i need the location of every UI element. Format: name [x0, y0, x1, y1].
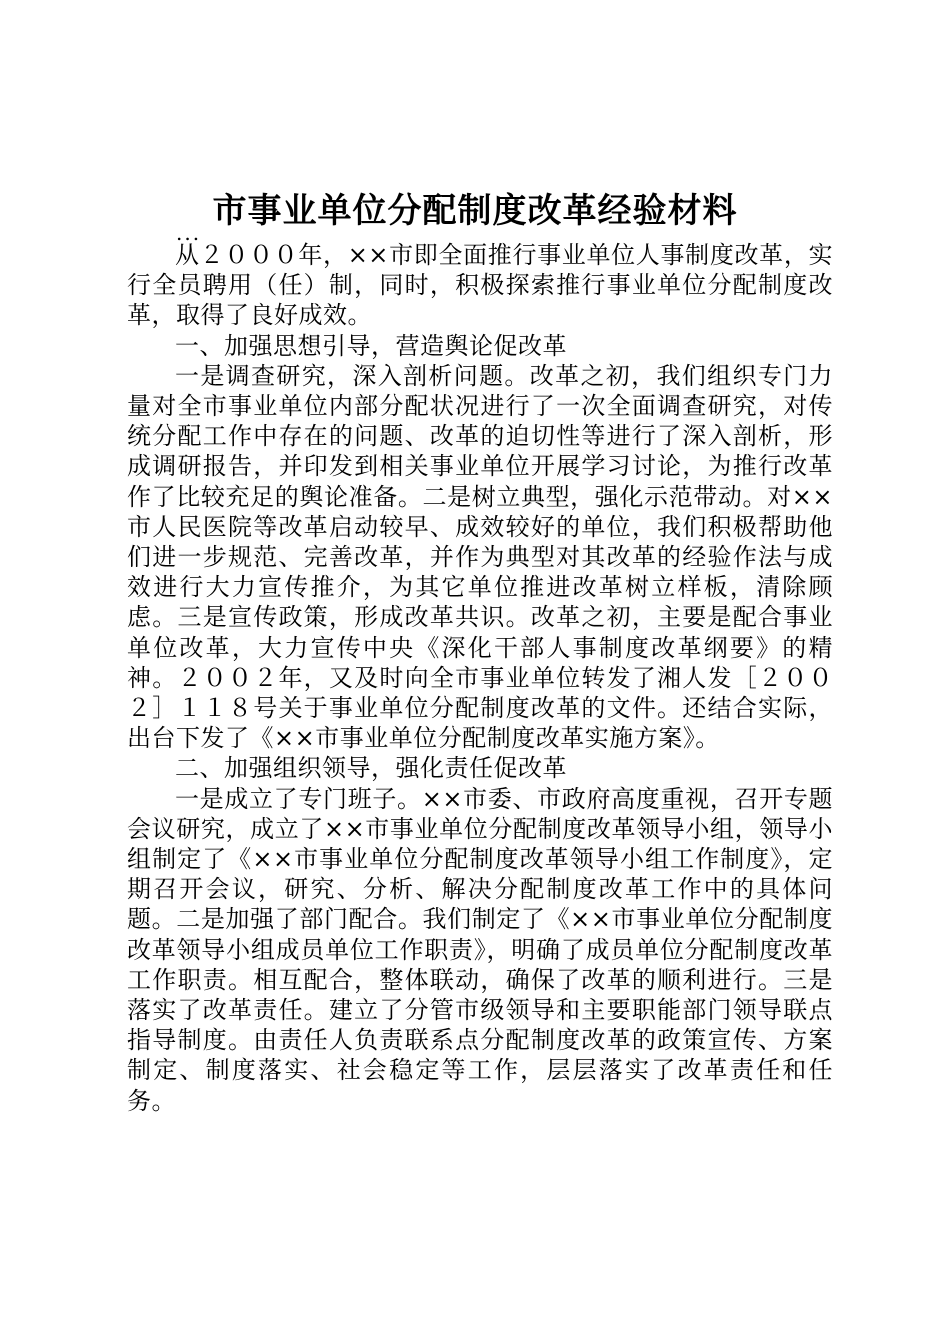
document-body: [127, 240, 833, 1116]
section-heading-2: 二、加强组织领导，强化责任促改革: [175, 754, 567, 783]
section-2-paragraph: 一是成立了专门班子。××市委、市政府高度重视，召开专题会议研究，成立了××市事业单位分配制度改革领导小组，领导小组制定了《××市事业单位分配制度改革领导小组工作制度》，定期召开会议，研究、分析、解决分配制度改革工作中的具体问题。二是加强了部门配合。我们制定了《××市事业单位分配制度改革领导小组成员单位工作职责》，明确了成员单位分配制度改革工作职责。相互配合，整体联动，确保了改革的顺利进行。三是落实了改革责任。建立了分管市级领导和主要职能部门领导联点指导制度。由责任人负责联系点分配制度改革的政策宣传、方案制定、制度落实、社会稳定等工作，层层落实了改革责任和任务。: [127, 784, 833, 1115]
ellipsis-mark: ...: [176, 221, 202, 245]
intro-paragraph: 从２０００年，××市即全面推行事业单位人事制度改革，实行全员聘用（任）制，同时，积极探索推行事业单位分配制度改革，取得了良好成效。: [127, 241, 833, 330]
section-1-paragraph: 一是调查研究，深入剖析问题。改革之初，我们组织专门力量对全市事业单位内部分配状况进行了一次全面调查研究，对传统分配工作中存在的问题、改革的迫切性等进行了深入剖析，形成调研报告，并印发到相关事业单位开展学习讨论，为推行改革作了比较充足的舆论准备。二是树立典型，强化示范带动。对××市人民医院等改革启动较早、成效较好的单位，我们积极帮助他们进一步规范、完善改革，并作为典型对其改革的经验作法与成效进行大力宣传推介，为其它单位推进改革树立样板，清除顾虑。三是宣传政策，形成改革共识。改革之初，主要是配合事业单位改革，大力宣传中央《深化干部人事制度改革纲要》的精神。２００２年，又及时向全市事业单位转发了湘人发［２００２］１１８号关于事业单位分配制度改革的文件。还结合实际，出台下发了《××市事业单位分配制度改革实施方案》。: [127, 361, 833, 753]
section-heading-1: 一、加强思想引导，营造舆论促改革: [175, 331, 567, 360]
document-title: 市事业单位分配制度改革经验材料: [212, 191, 738, 231]
